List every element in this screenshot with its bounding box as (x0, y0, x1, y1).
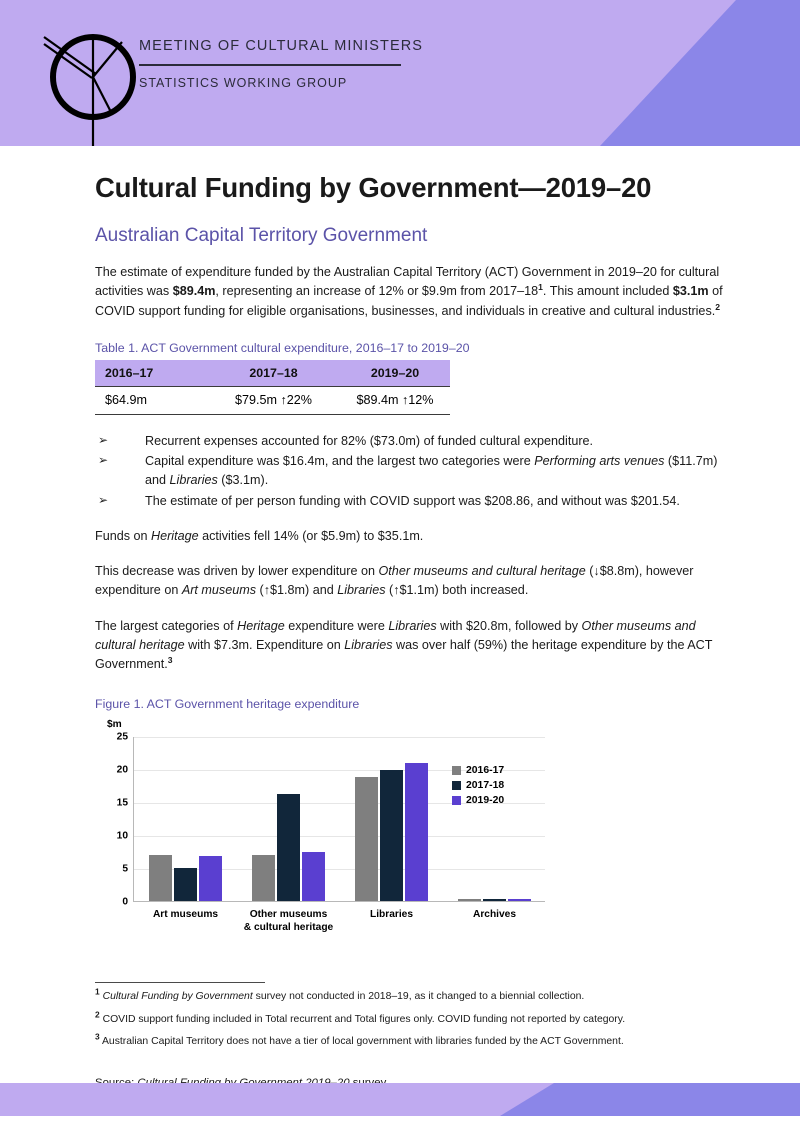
largest-text-d: with $7.3m. Expenditure on (184, 638, 345, 653)
intro-text-c: , representing an increase of 12% or $9.9m from 2017–18 (215, 284, 539, 299)
list-item (95, 452, 723, 491)
table-cell-2019-20: $89.4m ↑12% (340, 386, 450, 414)
chart-bar (483, 899, 506, 901)
intro-text-a: The estimate of expenditure funded by the Australian Capital Territory (ACT) Government in 2019–20 for cultural activities was (95, 265, 720, 299)
y-axis-tick-label: 15 (116, 797, 128, 809)
bullet-arrow-icon: ➢ (98, 492, 109, 507)
decrease-italic-1: Other museums and cultural heritage (378, 564, 586, 579)
footer-diagonal-accent (500, 1083, 800, 1116)
table-header-row (95, 360, 450, 387)
largest-text-c: with $20.8m, followed by (436, 618, 582, 633)
legend-item (452, 780, 504, 791)
footnote-number: 3 (95, 1031, 100, 1042)
y-axis-tick-label: 25 (116, 731, 128, 743)
legend-swatch-icon (452, 796, 461, 805)
x-axis-label-line: Other museums (249, 908, 328, 920)
intro-text-f: of COVID support funding for eligible organisations, businesses, and individuals in creative and cultural industries. (95, 284, 723, 318)
legend-label: 2017-18 (466, 779, 505, 791)
footnote-number: 2 (95, 1009, 100, 1020)
expenditure-table (95, 360, 450, 415)
legend-item (452, 765, 504, 776)
chart-bar (508, 899, 531, 901)
header-org-titles (139, 38, 559, 90)
decrease-text-c: (↑$1.8m) and (256, 583, 338, 598)
x-axis-category-label (430, 908, 560, 921)
list-item (95, 492, 723, 511)
chart-bar (277, 794, 300, 900)
heritage-text-b: activities fell 14% (or $5.9m) to $35.1m. (198, 528, 424, 543)
chart-bar (199, 856, 222, 901)
legend-item (452, 795, 504, 806)
largest-text-a: The largest categories of (95, 618, 238, 633)
footnote-text: COVID support funding included in Total recurrent and Total figures only. COVID funding not reported by category. (102, 1013, 626, 1025)
table-cell-2017-18: $79.5m ↑22% (207, 386, 340, 414)
footnote-1 (95, 986, 723, 1006)
decrease-italic-3: Libraries (337, 583, 386, 598)
table-header-2016-17: 2016–17 (95, 360, 207, 387)
chart-bar-group (243, 737, 334, 933)
chart-plot-area (116, 731, 545, 933)
largest-italic-3: Other museums and cultural heritage (95, 618, 696, 653)
decrease-text-d: (↑$1.1m) both increased. (385, 583, 529, 598)
y-axis-tick-label: 10 (116, 830, 128, 842)
decrease-paragraph (95, 562, 723, 601)
largest-categories-paragraph (95, 617, 723, 675)
header-diagonal-accent (600, 0, 800, 146)
legend-swatch-icon (452, 781, 461, 790)
footnote-3 (95, 1031, 723, 1051)
bullet-text-a: Recurrent expenses accounted for 82% ($73.0m) of funded cultural expenditure. (145, 433, 594, 448)
heritage-italic: Heritage (151, 528, 199, 543)
x-axis-label-line: Libraries (369, 908, 414, 920)
page-title: Cultural Funding by Government—2019–20 (95, 172, 652, 203)
table-header-2019-20: 2019–20 (340, 360, 450, 387)
x-axis-label-line: Art museums (152, 908, 219, 920)
bullet-text-a: The estimate of per person funding with COVID support was $208.86, and without was $201.54. (145, 493, 680, 508)
footnote-ref-3: 3 (167, 655, 173, 666)
heritage-expenditure-chart (100, 719, 555, 934)
header-band (0, 0, 800, 146)
bullet-arrow-icon: ➢ (98, 432, 109, 447)
chart-bar (380, 770, 403, 901)
footer-band (0, 1083, 800, 1116)
table-header-2017-18: 2017–18 (207, 360, 340, 387)
y-axis-unit-label: $m (107, 718, 122, 730)
largest-text-e: was over half (59%) the heritage expenditure by the ACT Government. (95, 638, 713, 672)
page-subtitle: Australian Capital Territory Government (95, 225, 428, 247)
key-points-list (95, 432, 723, 511)
chart-bar-group (458, 737, 531, 920)
footnote-number: 1 (95, 986, 100, 997)
chart-bar-group (355, 737, 428, 920)
footnote-separator (95, 982, 265, 983)
document-content (0, 146, 800, 1089)
y-axis-tick-label: 0 (122, 896, 128, 908)
header-org-line2: STATISTICS WORKING GROUP (139, 76, 348, 90)
largest-italic-4: Libraries (344, 638, 393, 653)
header-divider-rule (139, 64, 401, 66)
chart-bar (458, 899, 481, 901)
chart-bar (149, 855, 172, 901)
intro-text-d: . This amount included (542, 284, 673, 299)
y-axis-tick-label: 5 (122, 863, 128, 875)
intro-paragraph (95, 263, 723, 321)
table-row (95, 386, 450, 414)
chart-legend (452, 765, 504, 810)
figure-caption: Figure 1. ACT Government heritage expenditure (95, 696, 360, 711)
header-org-line1: MEETING OF CULTURAL MINISTERS (139, 38, 424, 54)
chart-bar (355, 777, 378, 900)
footnote-text: Australian Capital Territory does not have a tier of local government with libraries funded by the ACT Government. (102, 1036, 624, 1048)
list-item (95, 432, 723, 451)
decrease-text-a: This decrease was driven by lower expenditure on (95, 564, 379, 579)
heritage-text-a: Funds on (95, 528, 152, 543)
footnote-italic: Cultural Funding by Government (102, 990, 253, 1002)
footnote-ref-2: 2 (715, 301, 721, 312)
x-axis-label-line: Archives (472, 908, 517, 920)
bullet-italic-1: Performing arts venues (534, 454, 665, 469)
table-caption: Table 1. ACT Government cultural expenditure, 2016–17 to 2019–20 (95, 340, 470, 355)
footnote-2 (95, 1009, 723, 1029)
decrease-italic-2: Art museums (181, 583, 257, 598)
chart-bar (174, 868, 197, 901)
bullet-italic-2: Libraries (169, 473, 218, 488)
bullet-text-a: Capital expenditure was $16.4m, and the largest two categories were (145, 454, 535, 469)
bullet-arrow-icon: ➢ (98, 453, 109, 468)
footnote-text: survey not conducted in 2018–19, as it changed to a biennial collection. (252, 990, 585, 1002)
y-axis-tick-label: 20 (116, 764, 128, 776)
legend-swatch-icon (452, 766, 461, 775)
intro-amount-covid: $3.1m (672, 284, 709, 299)
chart-bar (252, 855, 275, 900)
decrease-text-b: (↓$8.8m), however expenditure on (95, 564, 694, 598)
legend-label: 2019-20 (466, 794, 505, 806)
bullet-text-c: ($3.1m). (217, 473, 269, 488)
largest-text-b: expenditure were (284, 618, 389, 633)
footnote-ref-1: 1 (538, 282, 543, 293)
chart-bar-group (149, 737, 222, 920)
chart-bar (405, 763, 428, 900)
largest-italic-1: Heritage (237, 618, 285, 633)
chart-bar (302, 852, 325, 901)
heritage-paragraph (95, 527, 723, 546)
table-cell-2016-17: $64.9m (95, 386, 207, 414)
intro-amount-total: $89.4m (172, 284, 216, 299)
legend-label: 2016-17 (466, 764, 505, 776)
x-axis-label-line: & cultural heritage (243, 921, 334, 933)
bullet-text-b: ($11.7m) and (145, 454, 718, 488)
largest-italic-2: Libraries (388, 618, 437, 633)
